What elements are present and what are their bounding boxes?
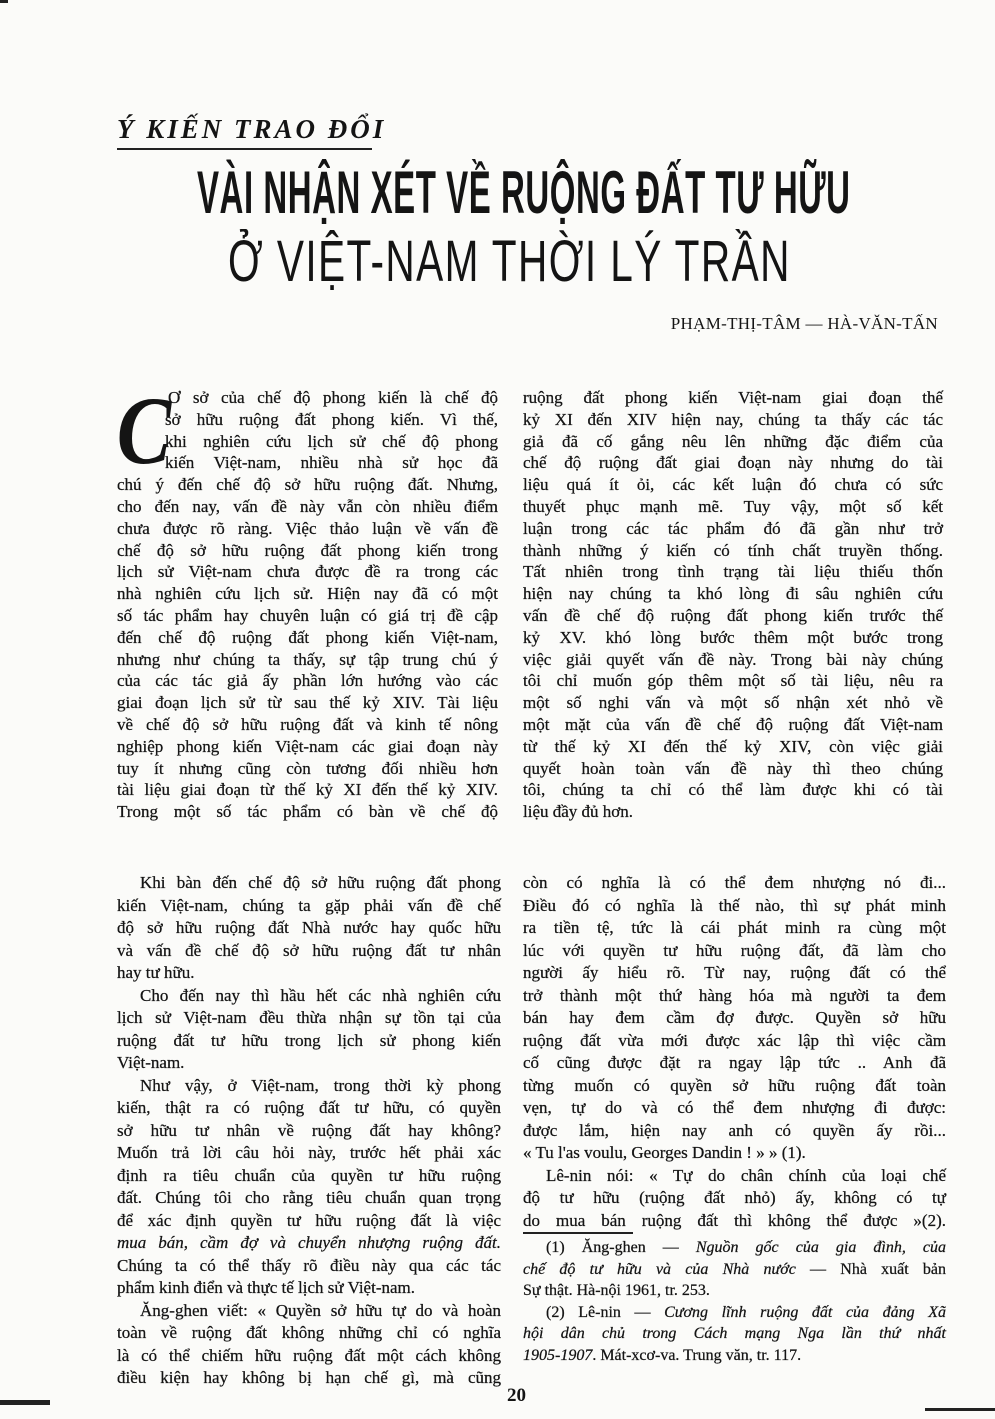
text-line: đất. Chúng tôi cho rằng tiêu chuẩn quan trọng bbox=[117, 1188, 501, 1207]
italic-text: chế độ tư hữu và của Nhà nước bbox=[523, 1260, 796, 1278]
scan-mark bbox=[0, 1400, 50, 1405]
paragraph bbox=[117, 1300, 501, 1390]
text-line: vấn đề chế độ ruộng đất phong kiến trước thế bbox=[523, 605, 943, 625]
text-line bbox=[523, 1259, 946, 1281]
text-line: tôi chỉ muốn góp thêm một số tài liệu, nêu ra bbox=[523, 671, 943, 691]
section-heading: Ý KIẾN TRAO ĐỔI bbox=[117, 114, 372, 150]
text-line: Chúng ta có thể thấy rõ điều này qua các tác bbox=[117, 1255, 501, 1275]
text-line: thuyết phục mạnh mẽ. Tuy vậy, một số kết bbox=[523, 496, 943, 516]
text-line: giả đã cố gắng nêu lên những đặc điểm của bbox=[523, 431, 943, 451]
text-line: được lắm, hiện nay anh có quyền ấy rồi... bbox=[523, 1120, 946, 1140]
text-line: Khi bàn đến chế độ sở hữu ruộng đất phong bbox=[140, 873, 501, 892]
text-line: để xác định quyền tư hữu ruộng đất là việc bbox=[117, 1210, 501, 1230]
text-line: chế độ sở hữu ruộng đất phong kiến trong bbox=[117, 540, 498, 560]
text-line: tài liệu giai đoạn từ thế kỷ XI đến thế kỷ XIV. bbox=[117, 780, 498, 800]
text-line: luận trong các tác phẩm đó đã gần như trở bbox=[523, 518, 943, 538]
title-text: VÀI NHẬN XÉT VỀ RUỘNG ĐẤT TƯ HỮU bbox=[197, 159, 851, 226]
text-line: sở hữu tư nhân về ruộng đất hay không? bbox=[117, 1120, 501, 1140]
text-line: quyết hoàn toàn vấn đề này thì theo chúng bbox=[523, 758, 943, 778]
text-line: Như vậy, ở Việt-nam, trong thời kỳ phong bbox=[140, 1075, 501, 1095]
text-line: người ấy hiểu rõ. Từ nay, ruộng đất có thể bbox=[523, 963, 946, 982]
footnote-divider bbox=[523, 1232, 633, 1234]
text-line: tôi, chúng ta chỉ có thể làm được khi có tài bbox=[523, 780, 943, 800]
text-line: ruộng đất tư hữu trong lịch sử phong kiến bbox=[117, 1030, 501, 1050]
text-line: chế độ ruộng đất giai đoạn này nhưng do tài bbox=[523, 453, 943, 473]
text-line: định ra tiêu chuẩn của quyền tư hữu ruộng bbox=[117, 1165, 501, 1185]
text-line: một mặt của vấn đề chế độ ruộng đất Việt-nam bbox=[523, 714, 943, 734]
text-line: từng muốn có quyền sở hữu ruộng đất toàn bbox=[523, 1075, 946, 1095]
text-line: về chế độ sở hữu ruộng đất và kinh tế nông bbox=[117, 714, 498, 734]
text-line: Cho đến nay thì hầu hết các nhà nghiên cứu bbox=[140, 985, 501, 1005]
text-line: sở hữu ruộng đất phong kiến. Vì thế, bbox=[165, 409, 498, 429]
text-line: điều kiện hay không bị hạn chế gì, mà cũng bbox=[117, 1368, 501, 1387]
italic-text: Cương lĩnh ruộng đất của đảng Xã bbox=[664, 1303, 946, 1321]
paragraph bbox=[117, 1075, 501, 1300]
italic-text: hội dân chủ trong Cách mạng Nga lần thứ nhất bbox=[523, 1325, 946, 1343]
text-line: việc giải quyết vấn đề này. Trong bài này chúng bbox=[523, 649, 943, 669]
text-line: Việt-nam. bbox=[117, 1053, 185, 1072]
text-line: kỷ XI đến XIV hiện nay, chúng ta thấy các tác bbox=[523, 409, 943, 429]
text-line: kỷ XV. khó lòng bước thêm một bước trong bbox=[523, 627, 943, 647]
text-line: Điều đó có nghĩa là thế nào, thì sự phát minh bbox=[523, 895, 946, 915]
text-line bbox=[523, 1345, 946, 1367]
text-line: lúc với quyền tư hữu ruộng đất, đã làm cho bbox=[523, 940, 946, 960]
article-title-line-2 bbox=[228, 228, 995, 295]
text-line: Ơ sở của chế độ phong kiến là chế độ bbox=[168, 388, 498, 407]
scan-mark bbox=[0, 0, 8, 3]
paragraph bbox=[523, 1237, 946, 1302]
paragraph bbox=[117, 872, 501, 985]
text-line: ra tiền tệ, tức là cái phát minh ra cùng một bbox=[523, 918, 946, 937]
scan-mark bbox=[925, 1408, 995, 1411]
text-line: chú ý đến chế độ sở hữu ruộng đất. Nhưng, bbox=[117, 475, 498, 495]
text-line: lịch sử Việt-nam đều thừa nhận sự tồn tại của bbox=[117, 1008, 501, 1027]
intro-right-column bbox=[523, 387, 943, 823]
text-line bbox=[523, 1237, 946, 1259]
text-segment: (1) Ăng-ghen — bbox=[546, 1239, 696, 1256]
text-line: độ sở hữu ruộng đất Nhà nước hay quốc hữu bbox=[117, 918, 501, 937]
paragraph bbox=[117, 985, 501, 1075]
text-line: và vấn đề chế độ sở hữu ruộng đất tư nhân bbox=[117, 940, 501, 960]
text-line: tuy ít nhưng cũng còn tương đối nhiều hơn bbox=[117, 758, 498, 778]
text-line: toàn về ruộng đất không những chỉ có nghĩa bbox=[117, 1323, 501, 1342]
text-line: đến chế độ ruộng đất phong kiến Việt-nam, bbox=[117, 627, 498, 647]
text-line: là có thể chiếm hữu ruộng đất một cách không bbox=[117, 1345, 501, 1365]
text-line: của các tác giả ấy phần lớn hướng vào các bbox=[117, 671, 498, 691]
text-line: bán hay đem cầm đợ được. Quyền sở hữu bbox=[523, 1008, 946, 1027]
page-number: 20 bbox=[507, 1385, 526, 1406]
text-line: Sự thật. Hà-nội 1961, tr. 253. bbox=[523, 1282, 710, 1300]
text-line: Muốn trả lời câu hỏi này, trước hết phải xác bbox=[117, 1143, 501, 1162]
italic-text: mua bán, cầm đợ và chuyển nhượng ruộng đất. bbox=[117, 1233, 501, 1252]
text-line: nghiệp phong kiến Việt-nam các giai đoạn này bbox=[117, 736, 498, 756]
text-line: giai đoạn lịch sử từ sau thế kỷ XIV. Tài liệu bbox=[117, 693, 498, 713]
italic-text: 1905-1907 bbox=[523, 1346, 593, 1364]
text-line: từ thế kỷ XI đến thế kỷ XIV, còn việc giải bbox=[523, 736, 943, 756]
text-line: Lê-nin nói: « Tự do chân chính của loại chế bbox=[546, 1165, 946, 1185]
footnotes bbox=[523, 1237, 946, 1367]
text-segment: (2) Lê-nin — bbox=[546, 1303, 665, 1321]
text-line: vẹn, tự do và có thể đem nhượng đi được: bbox=[523, 1098, 946, 1117]
text-line: Ăng-ghen viết: « Quyền sở hữu tự do và hoàn bbox=[140, 1300, 501, 1320]
paragraph bbox=[523, 1302, 946, 1367]
text-line: khi nghiên cứu lịch sử chế độ phong bbox=[165, 431, 498, 451]
text-line: nhưng như chúng ta thấy, sự tập trung chú ý bbox=[117, 649, 498, 669]
authors: PHẠM-THỊ-TÂM — HÀ-VĂN-TẤN bbox=[670, 314, 938, 333]
text-line: chưa được rõ ràng. Việc thảo luận về vấn đề bbox=[117, 518, 498, 538]
text-line: độ tư hữu (ruộng đất nhỏ) ấy, không có tự bbox=[523, 1188, 946, 1207]
text-line: còn có nghĩa là có thể đem nhượng nó đi... bbox=[523, 873, 946, 892]
text-line: ruộng đất vừa mới được xác lập thì việc cầm bbox=[523, 1030, 946, 1050]
text-segment: . Mát-xcơ-va. Trung văn, tr. 117. bbox=[592, 1346, 802, 1364]
intro-left-column bbox=[116, 377, 498, 823]
text-line: « Tu l'as voulu, Georges Dandin ! » » (1). bbox=[523, 1143, 806, 1162]
text-line: hiện nay chúng ta khó lòng đi sâu nghiên cứu bbox=[523, 584, 943, 604]
body-right-column bbox=[523, 872, 946, 1232]
text-line bbox=[117, 1232, 501, 1255]
text-segment: — Nhà xuất bản bbox=[795, 1260, 947, 1278]
text-line: kiến Việt-nam, nhiều nhà sử học đã bbox=[165, 453, 498, 473]
drop-cap: C bbox=[116, 377, 172, 484]
text-line: một số nghi vấn và một số nhận xét nhỏ về bbox=[523, 693, 943, 713]
text-line: ruộng đất phong kiến Việt-nam giai đoạn thế bbox=[523, 388, 943, 407]
italic-text: Nguồn gốc của gia đình, của bbox=[695, 1239, 946, 1256]
paragraph bbox=[523, 1165, 946, 1233]
text-line: phẩm kinh điển và thực tế lịch sử Việt-nam. bbox=[117, 1278, 415, 1297]
text-line: lịch sử Việt-nam chưa được đề ra trong các bbox=[117, 562, 498, 582]
text-line bbox=[523, 1323, 946, 1345]
text-line: số tác phẩm hay chuyên luận có giá trị đề cập bbox=[117, 605, 498, 625]
text-line: liệu quá ít ỏi, các kết luận đó chưa có sức bbox=[523, 475, 943, 495]
text-line: Trong một số tác phẩm có bàn về chế độ bbox=[117, 802, 498, 822]
title-text: Ở VIỆT-NAM THỜI LÝ TRẦN bbox=[228, 229, 791, 294]
text-line: kiến, thật ra có ruộng đất tư hữu, có quyền bbox=[117, 1098, 501, 1117]
text-line bbox=[523, 1302, 946, 1324]
text-line: cố cũng được đặt ra ngay lập tức .. Anh đã bbox=[523, 1053, 946, 1072]
text-line: hay tư hữu. bbox=[117, 963, 195, 982]
text-line: liệu đầy đủ hơn. bbox=[523, 802, 634, 822]
text-line: Tất nhiên trong tình trạng tài liệu thiếu thốn bbox=[523, 562, 943, 582]
article-title-line-1 bbox=[197, 158, 995, 227]
body-left-column bbox=[117, 872, 501, 1390]
text-line: trở thành một thứ hàng hóa mà người ta đem bbox=[523, 985, 946, 1005]
paragraph bbox=[523, 872, 946, 1165]
text-line: nhà nghiên cứu lịch sử. Hiện nay đã có một bbox=[117, 584, 498, 604]
text-line: thành những ý kiến có tính chất truyền thống. bbox=[523, 540, 943, 560]
text-line: kiến Việt-nam, chúng ta gặp phải vấn đề chế bbox=[117, 895, 501, 915]
text-line: do mua bán ruộng đất thì không thể được »(2). bbox=[523, 1210, 946, 1230]
text-line: cho đến nay, vấn đề này vẫn còn nhiều điểm bbox=[117, 496, 498, 516]
